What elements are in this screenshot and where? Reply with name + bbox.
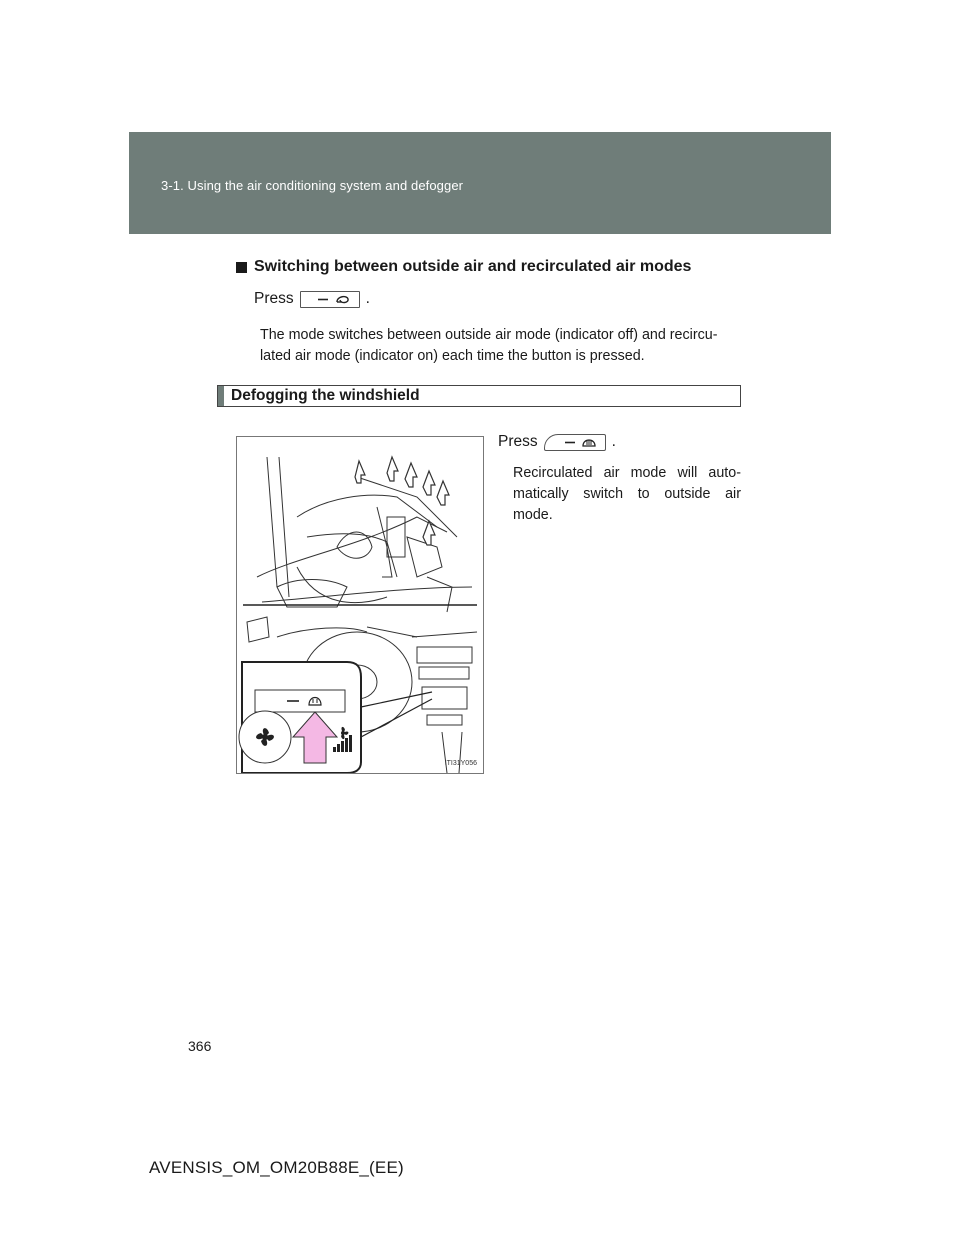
illustration-code: ITI31Y056 xyxy=(444,760,477,767)
press-label: Press xyxy=(254,290,294,307)
windshield-defroster-button-icon xyxy=(544,434,606,451)
recirculate-button-icon xyxy=(300,291,360,308)
sub-heading-recirculation xyxy=(236,258,691,276)
bullet-square-icon xyxy=(236,262,247,273)
car-interior-drawing xyxy=(237,437,483,773)
section-heading-defogging xyxy=(217,385,741,407)
header-band xyxy=(129,132,831,234)
section-title: 3-1. Using the air conditioning system and defogger xyxy=(161,178,464,193)
defogging-illustration xyxy=(236,436,484,774)
press-line-recirculation xyxy=(254,290,370,308)
page-number: 366 xyxy=(188,1038,212,1054)
defogging-description: Recirculated air mode will auto-matically switch to outside air mode. xyxy=(513,465,741,523)
sub-heading-text: Switching between outside air and recirculated air modes xyxy=(254,258,692,275)
section-marker xyxy=(218,386,224,406)
press-line-defogging xyxy=(498,433,616,451)
press-suffix: . xyxy=(611,433,616,450)
press-label: Press xyxy=(498,433,538,450)
section-heading-text: Defogging the windshield xyxy=(231,387,420,404)
recirculation-description: The mode switches between outside air mode (indicator off) and recircu-lated air mode (indicator on) each time the button is pressed. xyxy=(260,327,718,364)
press-suffix: . xyxy=(365,290,370,307)
document-code: AVENSIS_OM_OM20B88E_(EE) xyxy=(149,1158,404,1177)
